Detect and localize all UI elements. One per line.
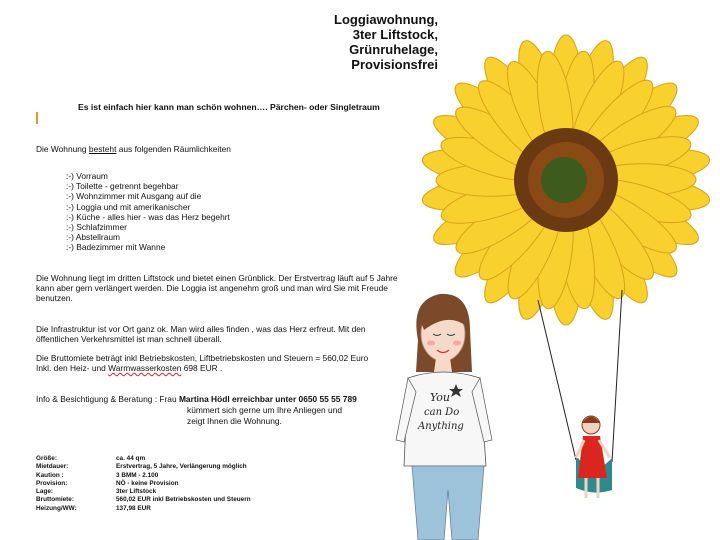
fact-key: Bruttomiete: xyxy=(36,496,74,504)
paragraph-location xyxy=(36,273,398,303)
shirt-text-line2: can Do xyxy=(424,407,460,418)
paragraph-line: Die Bruttomiete beträgt inkl Betriebskosten, Liftbetriebskosten und Steuern = 560,02 Euro xyxy=(36,353,369,363)
table-row xyxy=(36,463,251,471)
title-line: Loggiawohnung, xyxy=(334,12,438,27)
fact-value: ca. 44 qm xyxy=(116,455,146,462)
facts-table xyxy=(36,455,251,513)
shirt-text-line3: Anything xyxy=(418,421,464,432)
list-item: :-) Loggia und mit amerikanischer xyxy=(66,201,191,212)
shirt-text-line1: You xyxy=(430,391,451,404)
table-row xyxy=(36,488,251,496)
contact-name: Martina Hödl xyxy=(178,394,230,404)
rooms-intro xyxy=(36,144,231,154)
listing-title xyxy=(178,12,438,72)
paragraph-infrastructure xyxy=(36,324,366,344)
title-line: Grünruhelage, xyxy=(349,42,438,57)
paragraph-line: Die Wohnung liegt im dritten Liftstock und bietet einen Grünblick. Der Erstvertrag läuft auf 5 Jahre xyxy=(36,273,398,283)
paragraph-line: öffentlichen Verkehrsmittel ist man schnell überall. xyxy=(36,334,222,344)
list-item: :-) Toilette - getrennt begehbar xyxy=(66,181,179,192)
swing-rope-left xyxy=(538,300,576,460)
contact-line3: zeigt Ihnen die Wohnung. xyxy=(187,416,282,426)
table-row xyxy=(36,505,251,513)
list-item: :-) Abstellraum xyxy=(66,232,120,243)
fact-value: 3 BMM - 2.100 xyxy=(116,471,159,479)
contact-line2: kümmert sich gerne um Ihre Anliegen und xyxy=(187,405,343,415)
list-item: :-) Schlafzimmer xyxy=(66,222,127,233)
intro-after: aus folgenden Räumlichkeiten xyxy=(116,144,231,154)
tagline: Es ist einfach hier kann man schön wohnen…. Pärchen- oder Singletraum xyxy=(78,102,380,112)
text-cursor xyxy=(36,112,38,124)
fact-key: Provision: xyxy=(36,479,68,487)
fact-value: Erstvertrag, 5 Jahre, Verlängerung möglich xyxy=(116,463,247,471)
contact-line xyxy=(36,394,357,404)
contact-phone: erreichbar unter 0650 55 55 789 xyxy=(229,394,357,404)
list-item: :-) Vorraum xyxy=(66,171,108,181)
paragraph-rent xyxy=(36,353,368,373)
table-row xyxy=(36,480,251,488)
list-item: :-) Wohnzimmer mit Ausgang auf die xyxy=(66,191,202,202)
paragraph-line: benutzen. xyxy=(36,293,73,303)
paragraph-line: kann aber gern verlängert werden. Die Loggia ist angenehm groß und man wird Sie mit Freude xyxy=(36,283,388,293)
fact-key: Mietdauer: xyxy=(36,463,69,471)
sunflower-center-inner xyxy=(541,157,587,203)
paragraph-line: Die Infrastruktur ist vor Ort ganz ok. Man wird alles finden , was das Herz erfreut. Mit den xyxy=(36,324,366,334)
paragraph-line xyxy=(36,363,368,373)
rent-line-a: Inkl. den Heiz- und xyxy=(36,363,109,373)
rent-line-b: Warmwasserkosten xyxy=(108,363,182,373)
list-item: :-) Badezimmer mit Wanne xyxy=(66,242,166,253)
intro-underlined: besteht xyxy=(88,144,117,154)
title-line: Provisionsfrei xyxy=(351,57,438,72)
swing-rope-right xyxy=(612,290,622,462)
title-line: 3ter Liftstock, xyxy=(352,27,438,42)
fact-value: 560,02 EUR inkl Betriebskosten und Steuern xyxy=(116,496,251,504)
fact-value: 3ter Liftstock xyxy=(116,488,157,496)
fact-value: 137,98 EUR xyxy=(116,504,151,512)
intro-before: Die Wohnung xyxy=(36,144,89,154)
list-item: :-) Küche - alles hier - was das Herz begehrt xyxy=(66,211,230,222)
rooms-list xyxy=(66,171,230,253)
rent-line-c: 698 EUR . xyxy=(181,363,223,373)
fact-key: Kaution : xyxy=(36,471,64,479)
fact-key: Heizung/WW: xyxy=(36,504,77,512)
fact-value: NÖ - keine Provision xyxy=(116,479,179,487)
table-row xyxy=(36,455,251,463)
fact-key: Lage: xyxy=(36,488,54,496)
fact-key: Größe: xyxy=(36,455,57,462)
table-row xyxy=(36,472,251,480)
girl-on-swing xyxy=(576,416,612,498)
table-row xyxy=(36,496,251,504)
contact-prefix: Info & Besichtigung & Beratung : Frau xyxy=(36,394,179,404)
